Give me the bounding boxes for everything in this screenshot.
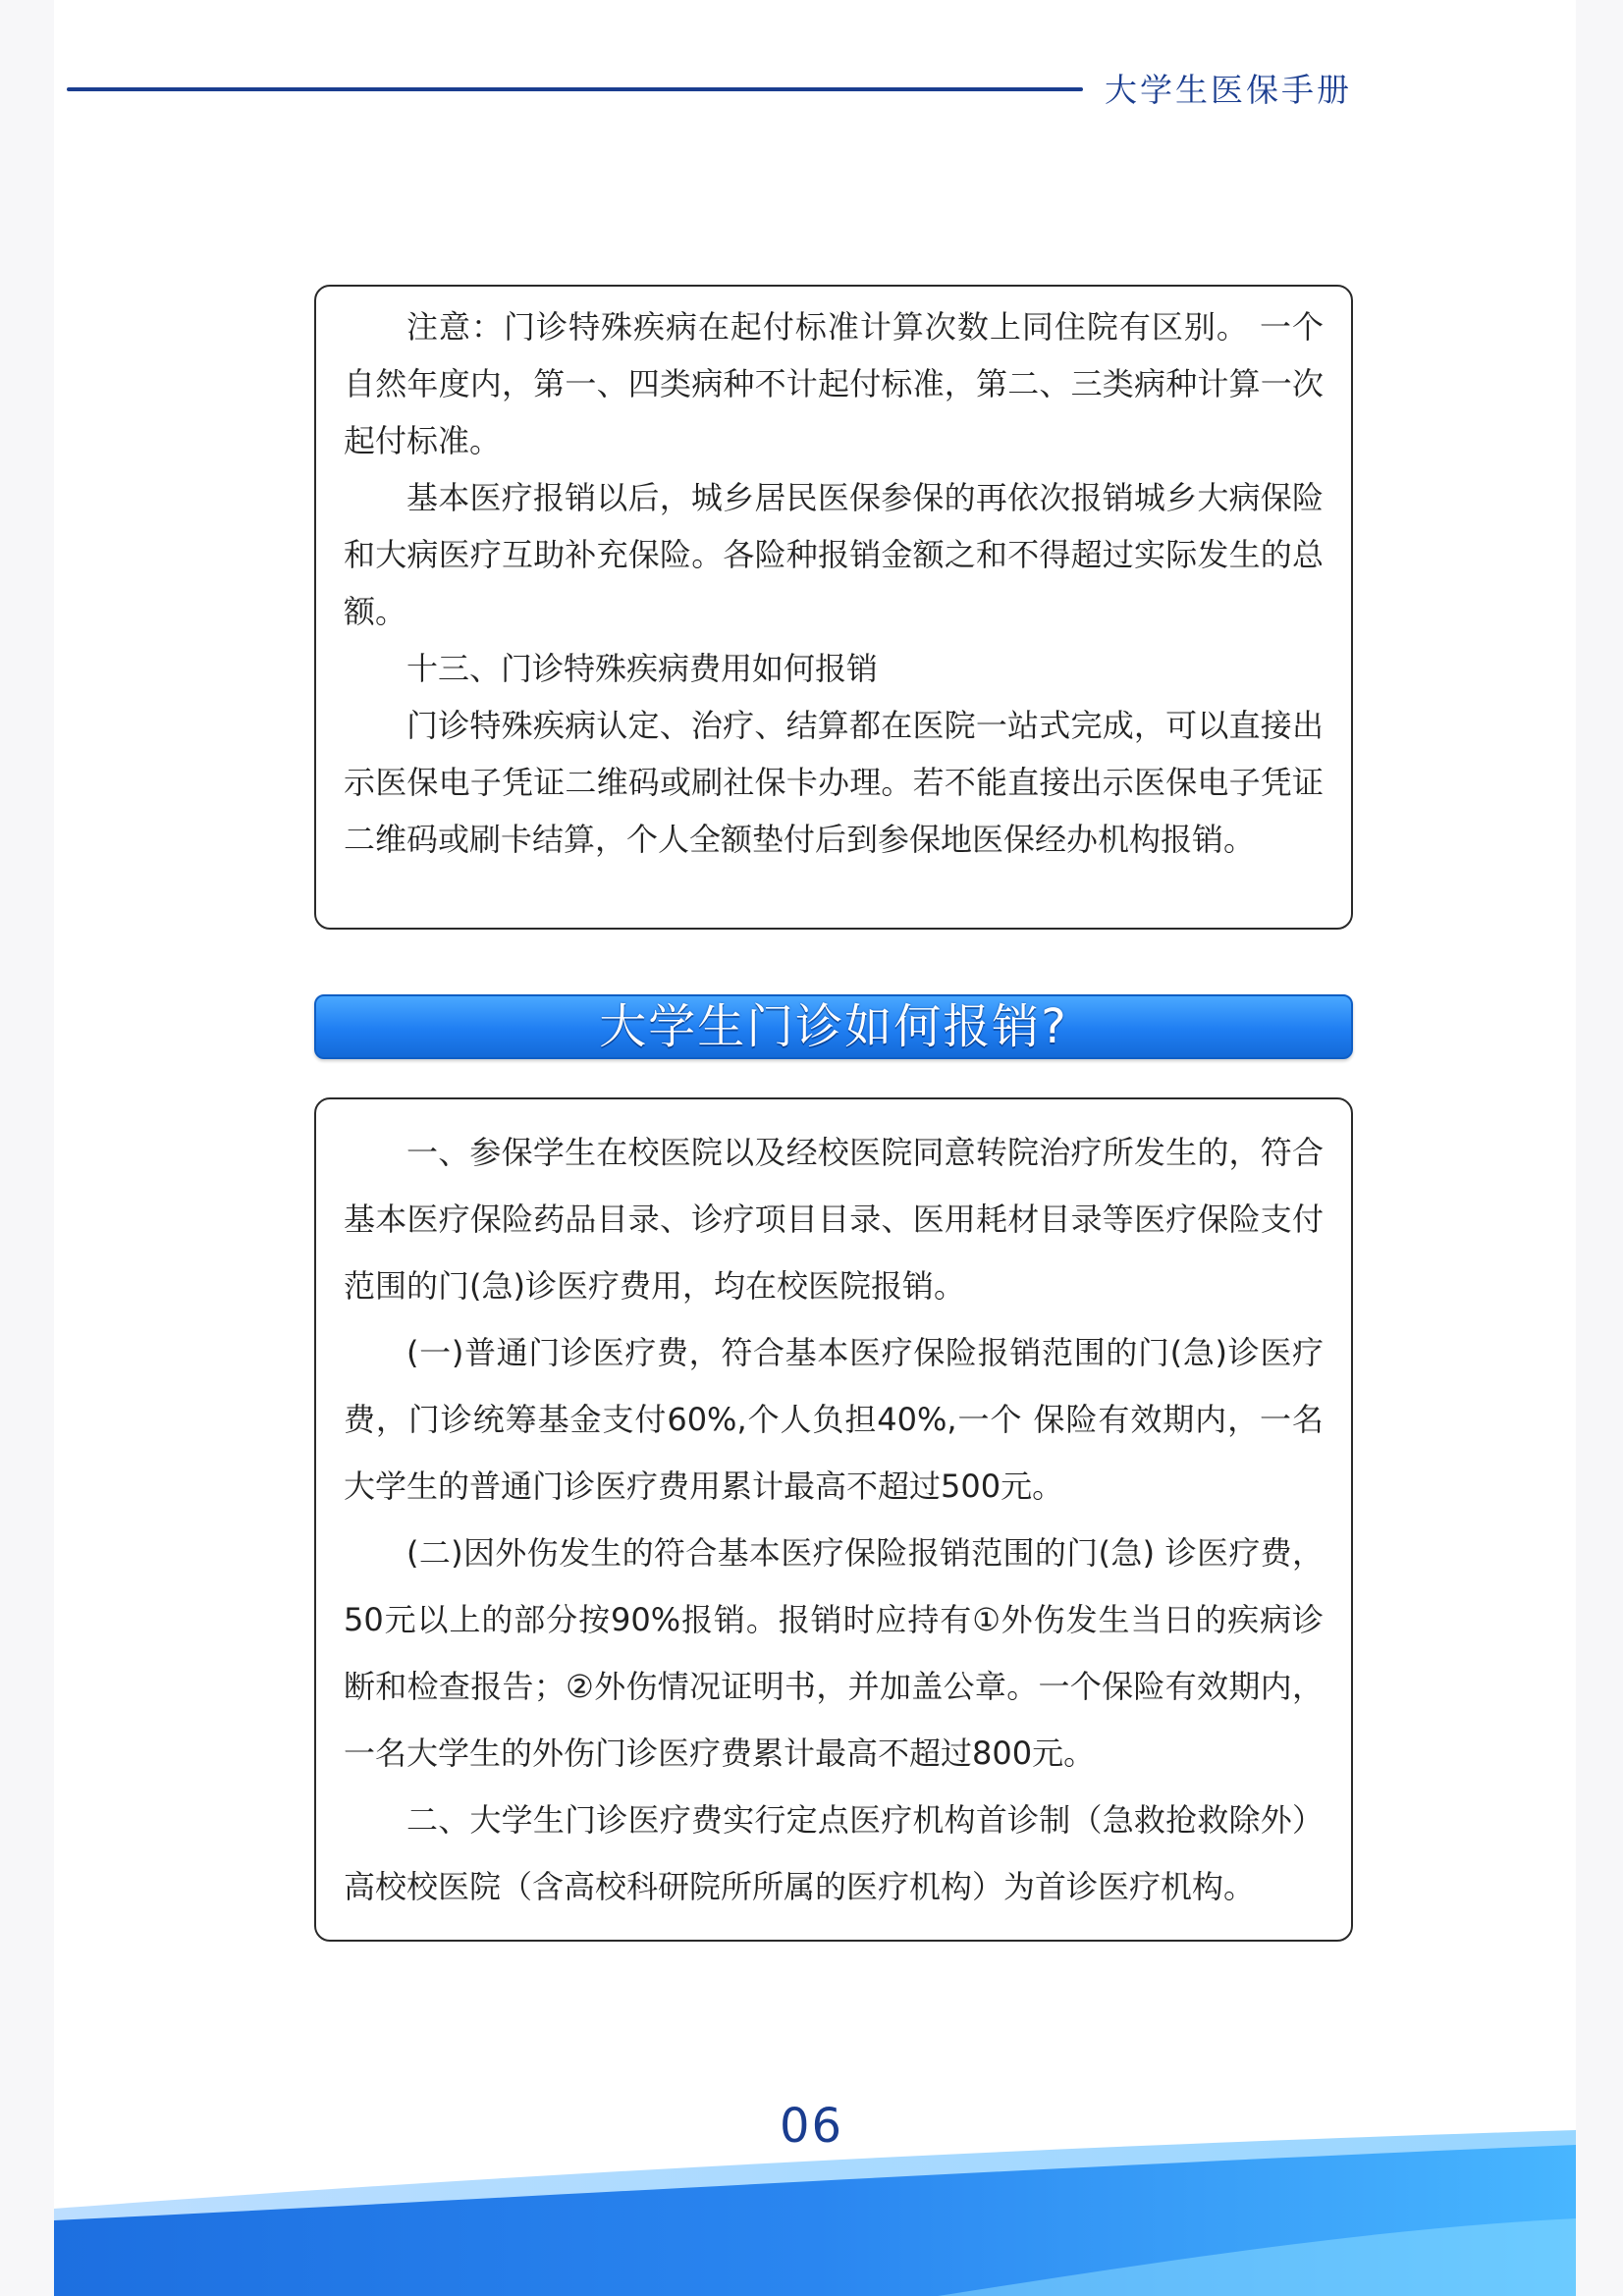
note-box [314,285,1353,930]
section-paragraph: (一)普通门诊医疗费，符合基本医疗保险报销范围的门(急)诊医疗费，门诊统筹基金支付60%,个人负担40%,一个 保险有效期内，一名大学生的普通门诊医疗费用累计最高不超过500元。 [344,1334,1324,1505]
note-subheading: 十三、门诊特殊疾病费用如何报销 [406,650,879,687]
header-title: 大学生医保手册 [1105,71,1352,109]
note-paragraph: 门诊特殊疾病认定、治疗、结算都在医院一站式完成，可以直接出示医保电子凭证二维码或刷社保卡办理。若不能直接出示医保电子凭证二维码或刷卡结算，个人全额垫付后到参保地医保经办机构报销。 [344,707,1324,858]
section-banner [314,994,1353,1059]
section-title: 大学生门诊如何报销? [599,999,1068,1054]
section-box [314,1097,1353,1942]
section-paragraph: 二、大学生门诊医疗费实行定点医疗机构首诊制（急救抢救除外）高校校医院（含高校科研院所所属的医疗机构）为首诊医疗机构。 [344,1801,1324,1905]
page-number: 06 [779,2099,844,2154]
section-paragraph: 一、参保学生在校医院以及经校医院同意转院治疗所发生的，符合基本医疗保险药品目录、诊疗项目目录、医用耗材目录等医疗保险支付范围的门(急)诊医疗费用，均在校医院报销。 [344,1134,1324,1305]
header-rule [67,87,1083,91]
note-paragraph: 注意：门诊特殊疾病在起付标准计算次数上同住院有区别。 一个自然年度内，第一、四类病种不计起付标准，第二、三类病种计算一次起付标准。 [344,308,1324,459]
section-paragraph: (二)因外伤发生的符合基本医疗保险报销范围的门(急) 诊医疗费，50元以上的部分按90%报销。报销时应持有①外伤发生当日的疾病诊断和检查报告；②外伤情况证明书，并加盖公章。一个保险有效期内，一名大学生的外伤门诊医疗费累计最高不超过800元。 [344,1534,1324,1772]
note-paragraph: 基本医疗报销以后，城乡居民医保参保的再依次报销城乡大病保险和大病医疗互助补充保险。各险种报销金额之和不得超过实际发生的总额。 [344,479,1324,630]
